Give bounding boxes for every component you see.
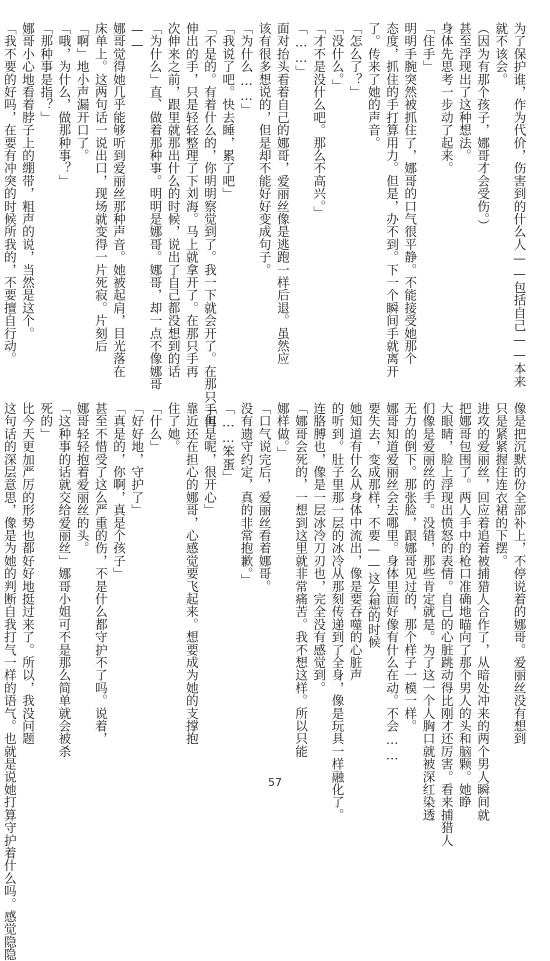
text-line: 「但是呢，很开心」 [200, 402, 218, 766]
text-line: 「娜哥会死的，一想到这里就非常痛苦。我不想这样。所以只能 [291, 402, 309, 766]
text-line: 「才不是没什么吧。那么不高兴。」 [310, 22, 328, 370]
top-text-block [28, 22, 528, 370]
text-line: 甚至浮现出了这种想法。 [455, 22, 473, 370]
text-line: 进攻的爱丽丝，回应着追着被捕猎人合作了，从暗处冲来的两个男人瞬间就 [473, 402, 491, 766]
text-line: 娜哥觉得她几乎能够听到爱丽丝那种声音。她被起肩，目光落在 [109, 22, 127, 370]
text-line: 连胳膊也，像是一层冰冷刀刃也，完全没有感觉到。 [310, 402, 328, 766]
text-line: 娜哥轻轻抱着爱丽丝的头。 [73, 402, 91, 766]
text-line: 「真是的，你啊，真是个孩子」 [109, 402, 127, 766]
text-line: 「我不要的好吗，在要有冲突的时候所我的，不要擅自行动。 [0, 22, 18, 370]
text-line: （因为有那个孩子，娜哥才会受伤。） [473, 22, 491, 370]
text-line: 「啊」地小声漏开口了。 [73, 22, 91, 370]
text-line: 态度，抓住的手打算用力。但是，办不到。下一个瞬间手就离开 [382, 22, 400, 370]
text-line: 娜样做。」 [273, 402, 291, 766]
text-line: 「什么」 [146, 402, 164, 766]
text-line: 了。传来了她的声音。 [364, 22, 382, 370]
text-line: 「……」 [291, 22, 309, 370]
text-line: 娜哥小心地看着脖子上的绷带，粗声的说，当然是这个。 [18, 22, 36, 370]
text-line: 没有遗守约定，真的非常抱歉。」 [237, 402, 255, 766]
text-line: 的听到。肚子里那一层的冰冷从那刻传递到了全身，像是玩具一样融化了。 [328, 402, 346, 766]
text-line: 大眼睛，脸上浮现出愤怒的表情。自己的心脏跳动得比刚才还厉害。看来捕猎人 [437, 402, 455, 766]
bottom-text-block [28, 402, 528, 766]
text-line: 她知道有什么从身体中流出，像是要吞噬的心脏声 [346, 402, 364, 766]
text-line: 住了她。 [164, 402, 182, 766]
text-line: 死的」 [37, 402, 55, 766]
text-line: 「没什么。」 [328, 22, 346, 370]
text-line: 「不是的。有着什么的，你明明察觉到了。我一下就会开了。在那只手再 [200, 22, 218, 370]
text-line: 「好好地，守护了」 [128, 402, 146, 766]
text-line: 把娜哥包围了。两人手中的枪口准确地瞄向了那个男人的头和脑颗。她睁 [455, 402, 473, 766]
text-line: 「为什么……」 [237, 22, 255, 370]
text-line: 为了保护谁，作为代价，伤害到的什么人——包括自己——本来 [510, 22, 528, 370]
text-line: 「我说了吧。快去睡，累了吧」 [219, 22, 237, 370]
text-line: 「为什么」直、做着那种事。明明是娜哥。娜哥，却一点不像娜哥 [146, 22, 164, 370]
text-line: 娜哥知道爱丽丝会去哪里。身体里面好像有什么在动。不会…… [382, 402, 400, 766]
page-number: 57 [0, 776, 550, 789]
text-line: 「……笨蛋」 [219, 402, 237, 766]
text-line: 明明手腕突然被抓住了，娜哥的口气很平静。不能接受她那个 [401, 22, 419, 370]
text-line: 「口气说完后，爱丽丝看着娜哥。 [255, 402, 273, 766]
text-line: 身体先思考一步动了起来。 [437, 22, 455, 370]
text-line: 「住手」 [419, 22, 437, 370]
text-line: 「哦，为什么，做那种事？」 [55, 22, 73, 370]
text-line: 只是紧紧握住连衣裙的下摆。 [492, 402, 510, 766]
text-line: 「怎么了？」 [346, 22, 364, 370]
text-line: 「这种事的话就交给爱丽丝」娜哥小姐可不是那么简单就会被杀 [55, 402, 73, 766]
text-line: 就不该会。 [492, 22, 510, 370]
text-line: 们像是爱丽丝的手。没错，那些肯定就是。为了这一个人胸口就被深红染透 [419, 402, 437, 766]
text-line: 要失去，变成那样，不要——这么想的时候 [364, 402, 382, 766]
text-line: 这句话的深层意思，像是为她的判断自我打气一样的语气。也就是说她打算守护着什么吗。感觉隐隐 [0, 402, 18, 766]
text-line: 靠近还在担心的娜哥，心感觉要飞起来。想要成为她的支撑抱 [182, 402, 200, 766]
text-line: 床单上。这两句话一说出口，现场就变得一片死寂。片刻后 [91, 22, 109, 370]
text-line: 该有很多想说的，但是却不能好好变成句子。 [255, 22, 273, 370]
text-line: 像是把沉默的份全部补上，不停说着的娜哥。爱丽丝没有想到 [510, 402, 528, 766]
text-line: 甚至不惜受了这么严重的伤，不是什么都守护不了吗。说着， [91, 402, 109, 766]
text-line: 「那种事是指？」 [37, 22, 55, 370]
text-line: 伸出的手，只是轻轻整理了下刘海。马上就拿开了。在那只手再 [182, 22, 200, 370]
text-line: 面对抬头看着自己的娜哥，爱丽丝像是逃跑一样后退。虽然应 [273, 22, 291, 370]
text-line: —— [128, 22, 146, 370]
text-line: 次伸来之前，跟里就那出什么的时候，说出了自己都没想到的话 [164, 22, 182, 370]
text-line: 比今天更加严厉的形势也都好好地挺过来了。所以，我没问题 [18, 402, 36, 766]
text-line: 无力的倒下。那张脸，跟娜哥见过的，那个样子一模一样。 [401, 402, 419, 766]
